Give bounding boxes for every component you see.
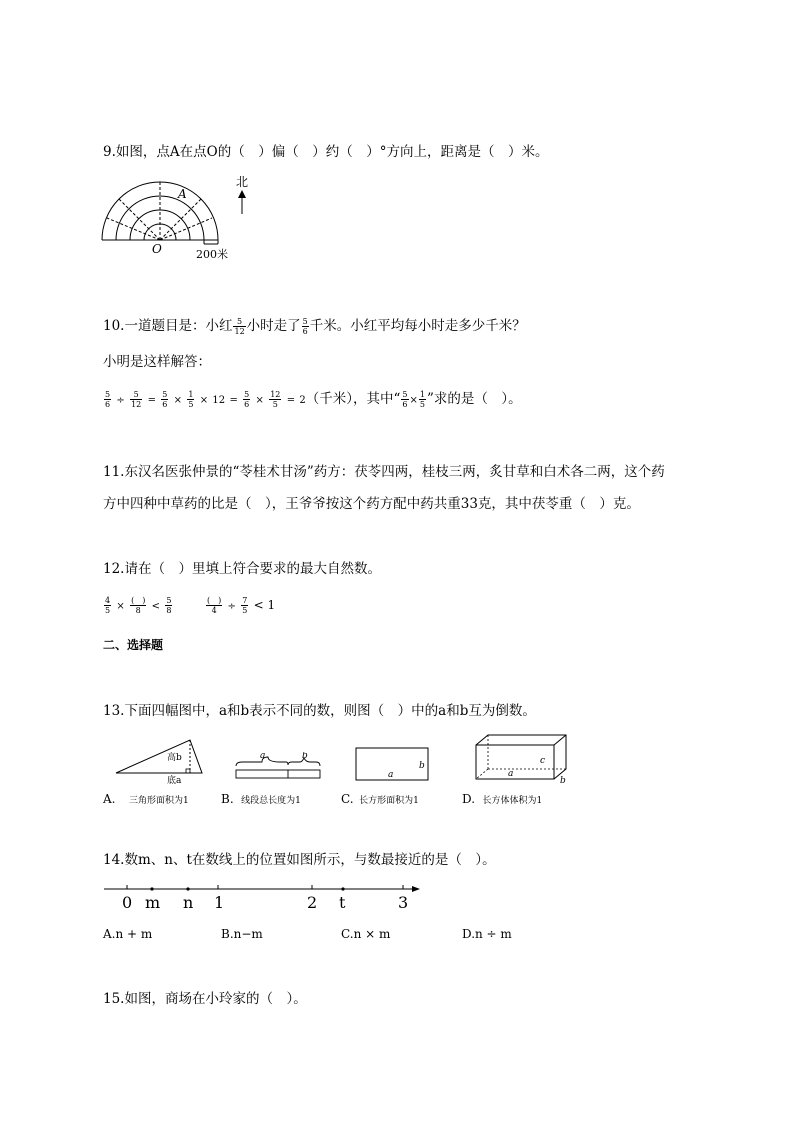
q13-fig-b-segments: [232, 752, 327, 784]
svg-text:a: a: [508, 769, 514, 779]
q10-frac1: $\frac{5}{12}$: [234, 317, 245, 336]
q12-text: 12.请在（ ）里填上符合要求的最大自然数。: [103, 561, 381, 577]
svg-text:b: b: [560, 776, 566, 786]
svg-text:0: 0: [122, 893, 133, 912]
svg-text:m: m: [145, 893, 161, 912]
svg-text:底a: 底a: [167, 776, 182, 786]
q10-text-b: 小时走了: [246, 318, 301, 334]
svg-text:c: c: [540, 756, 546, 766]
svg-text:b: b: [302, 752, 308, 761]
svg-text:高b: 高b: [167, 753, 182, 763]
scale-label: 200米: [196, 248, 228, 261]
q9-compass-figure: [98, 172, 248, 262]
svg-text:t: t: [339, 893, 346, 912]
q13-fig-d-cuboid: [470, 733, 580, 788]
q11-line1: 11.东汉名医张仲景的“苓桂术甘汤”药方：茯苓四两，桂枝三两，炙甘草和白术各二两，这个药: [103, 464, 665, 480]
q13-option-b[interactable]: B. 线段总长度为1: [221, 792, 301, 806]
q14-number-line: [100, 880, 430, 912]
q9-text: 9.如图，点A在点O的（ ）偏（ ）约（ ）°方向上，距离是（ ）米。: [103, 144, 549, 160]
q13-fig-a-triangle: [112, 738, 212, 788]
q14-option-c[interactable]: C.n × m: [341, 927, 391, 941]
q14-option-a[interactable]: A.n + m: [103, 927, 153, 941]
q14-text: 14.数m、n、t在数线上的位置如图所示，与数最接近的是（ ）。: [103, 852, 496, 868]
svg-text:1: 1: [214, 893, 225, 912]
q14-option-d[interactable]: D.n ÷ m: [462, 927, 512, 941]
point-o-label: O: [152, 242, 162, 256]
q15-text: 15.如图，商场在小玲家的（ ）。: [103, 991, 307, 1007]
q10-line1: [103, 317, 526, 336]
svg-text:n: n: [183, 893, 194, 912]
q12-expression-2: $\frac{( )}{4}$ ÷ $\frac{7}{5}$ < 1: [207, 596, 276, 615]
svg-text:a: a: [388, 770, 394, 780]
q10-text-a: 10.一道题目是：小红: [103, 318, 233, 334]
north-arrow-icon: [238, 190, 246, 198]
q13-text: 13.下面四幅图中，a和b表示不同的数，则图（ ）中的a和b互为倒数。: [103, 703, 536, 719]
point-a-label: A: [178, 187, 187, 201]
svg-text:a: a: [260, 752, 266, 761]
q14-option-b[interactable]: B.n−m: [221, 927, 263, 941]
section-title: 二、选择题: [103, 638, 164, 652]
arrow-right-icon: [412, 886, 420, 892]
q11-line2: 方中四种中草药的比是（ ），王爷爷按这个药方配中药共重33克，其中茯苓重（ ）克。: [103, 496, 640, 512]
q13-fig-c-rectangle: [352, 746, 432, 786]
q10-line2: 小明是这样解答：: [103, 354, 211, 370]
q10-text-c: 千米。小红平均每小时走多少千米？: [309, 318, 526, 334]
q12-blank-2[interactable]: $\frac{( )}{4}$: [207, 596, 222, 615]
q10-calculation: $\frac{5}{6}$ ÷ $\frac{5}{12}$ = $\frac{5}{6}$ × $\frac{1}{5}$ × 12 = $\frac{5}{6}$ × $\frac{12}{5}$ = 2（千米），其中“ $\frac{5}{6}$ × $\frac{1}{5}$ ”求的是（ ）。: [105, 390, 522, 409]
q12-expression-1: $\frac{4}{5}$ × $\frac{( )}{8}$ < $\frac{5}{8}$: [105, 596, 172, 615]
q10-frac2: $\frac{5}{6}$: [302, 317, 308, 336]
q13-option-a[interactable]: A. 三角形面积为1: [103, 792, 189, 806]
q13-option-c[interactable]: C. 长方形面积为1: [341, 792, 419, 806]
q12-blank-1[interactable]: $\frac{( )}{8}$: [131, 596, 146, 615]
svg-text:b: b: [419, 761, 425, 771]
svg-text:2: 2: [307, 893, 318, 912]
svg-text:3: 3: [398, 893, 409, 912]
q13-option-d[interactable]: D. 长方体体积为1: [462, 792, 543, 806]
north-label: 北: [236, 175, 248, 189]
